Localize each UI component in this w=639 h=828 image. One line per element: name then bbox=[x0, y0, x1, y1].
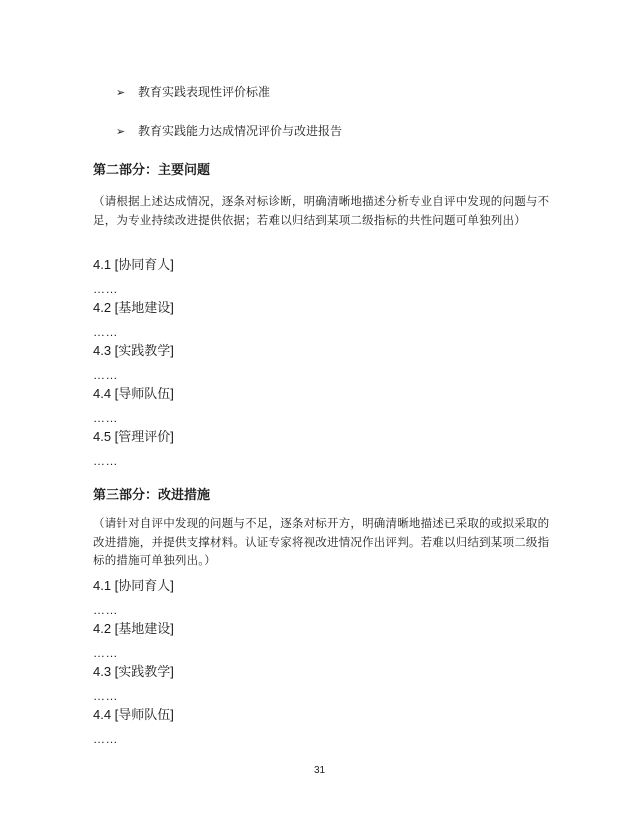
part3-item-label: 4.4 [导师队伍] bbox=[93, 707, 174, 722]
part3-item-label: 4.1 [协同育人] bbox=[93, 578, 174, 593]
bullet-text: 教育实践表现性评价标准 bbox=[138, 85, 271, 99]
part2-item-label: 4.4 [导师队伍] bbox=[93, 386, 174, 401]
part3-item-placeholder: …… bbox=[93, 603, 118, 617]
part2-item-label: 4.2 [基地建设] bbox=[93, 300, 174, 315]
part2-item-label: 4.1 [协同育人] bbox=[93, 257, 174, 272]
page-number: 31 bbox=[313, 765, 326, 776]
bullet-item bbox=[116, 84, 270, 101]
part2-item-label: 4.3 [实践教学] bbox=[93, 343, 174, 358]
bullet-text: 教育实践能力达成情况评价与改进报告 bbox=[138, 124, 343, 138]
part3-item-label: 4.3 [实践教学] bbox=[93, 664, 174, 679]
part3-heading: 第三部分：改进措施 bbox=[93, 488, 211, 503]
part3-note: （请针对自评中发现的问题与不足，逐条对标开方，明确清晰地描述已采取的或拟采取的改进措施，并提供支撑材料。认证专家将视改进情况作出评判。若难以归结到某项二级指标的措施可单独列出。） bbox=[93, 516, 550, 567]
part3-item-placeholder: …… bbox=[93, 732, 118, 746]
arrow-bullet-icon: ➢ bbox=[116, 86, 126, 99]
part3-item-label: 4.2 [基地建设] bbox=[93, 621, 174, 636]
part3-item-placeholder: …… bbox=[93, 646, 118, 660]
part2-heading: 第二部分：主要问题 bbox=[93, 163, 211, 178]
part2-note: （请根据上述达成情况，逐条对标诊断，明确清晰地描述分析专业自评中发现的问题与不足，为专业持续改进提供依据；若难以归结到某项二级指标的共性问题可单独列出） bbox=[93, 194, 550, 227]
part2-item-placeholder: …… bbox=[93, 368, 118, 382]
part2-item-label: 4.5 [管理评价] bbox=[93, 429, 174, 444]
arrow-bullet-icon: ➢ bbox=[116, 125, 126, 138]
part3-item-placeholder: …… bbox=[93, 689, 118, 703]
bullet-item bbox=[116, 123, 342, 140]
part2-item-placeholder: …… bbox=[93, 411, 118, 425]
part2-item-placeholder: …… bbox=[93, 325, 118, 339]
part2-item-placeholder: …… bbox=[93, 454, 118, 468]
part2-item-placeholder: …… bbox=[93, 282, 118, 296]
